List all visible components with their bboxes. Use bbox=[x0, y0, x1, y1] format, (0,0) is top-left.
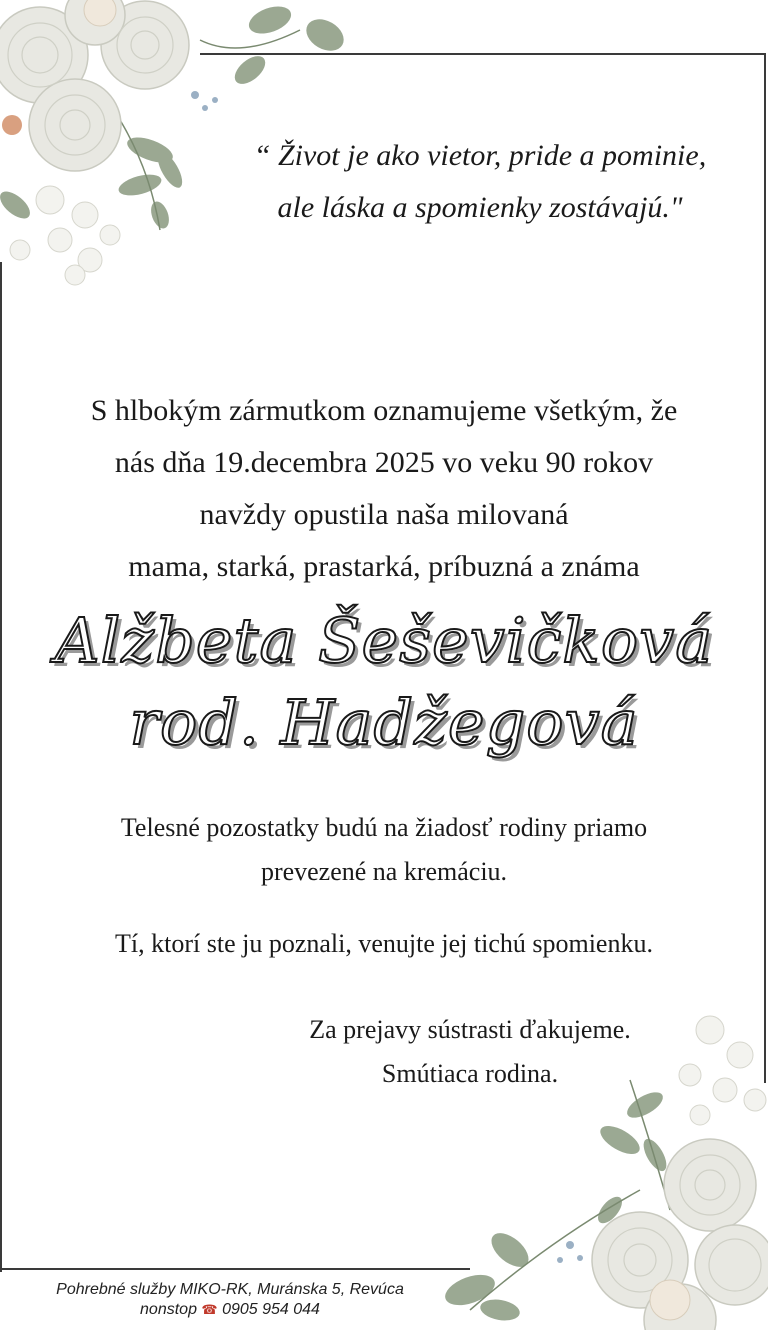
remembrance-line: Tí, ktorí ste ju poznali, venujte jej tichú spomienku. bbox=[115, 929, 653, 958]
deceased-maiden-name: rod. Hadžegová bbox=[129, 686, 639, 759]
family-signature: Smútiaca rodina. bbox=[381, 1059, 559, 1088]
announcement-line-1: S hlbokým zármutkom oznamujeme všetkým, že bbox=[90, 394, 678, 427]
thanks-line: Za prejavy sústrasti ďakujeme. bbox=[309, 1015, 631, 1044]
announcement-line-2: nás dňa 19.decembra 2025 vo veku 90 rokov bbox=[114, 446, 654, 479]
funeral-service-footer bbox=[20, 1280, 440, 1320]
cremation-line-2: prevezené na kremáciu. bbox=[260, 857, 508, 886]
nonstop-label: nonstop bbox=[140, 1301, 197, 1318]
cremation-line-1: Telesné pozostatky budú na žiadosť rodiny priamo bbox=[120, 813, 648, 842]
announcement-text bbox=[20, 385, 748, 593]
announcement-line-3: navždy opustila naša milovaná bbox=[199, 498, 569, 531]
remembrance-notice bbox=[20, 922, 748, 966]
quote-line-2: ale láska a spomienky zostávajú." bbox=[277, 191, 683, 224]
frame-left-line bbox=[0, 262, 2, 1272]
frame-right-line bbox=[764, 53, 766, 1083]
funeral-service-address: Pohrebné služby MIKO-RK, Muránska 5, Revúca bbox=[56, 1281, 404, 1298]
phone-number: 0905 954 044 bbox=[222, 1301, 320, 1318]
telephone-icon: ☎ bbox=[201, 1302, 218, 1317]
deceased-name-block bbox=[0, 600, 768, 764]
closing-text bbox=[250, 1008, 690, 1096]
quote-line-1: “ Život je ako vietor, pride a pominie, bbox=[253, 139, 707, 172]
footer-contact bbox=[20, 1300, 440, 1320]
deceased-name: Alžbeta Šeševičková bbox=[54, 604, 714, 677]
frame-bottom-line bbox=[0, 1268, 470, 1270]
announcement-line-4: mama, starká, prastarká, príbuzná a známa bbox=[128, 550, 640, 583]
cremation-notice bbox=[20, 806, 748, 894]
opening-quote bbox=[200, 130, 760, 234]
